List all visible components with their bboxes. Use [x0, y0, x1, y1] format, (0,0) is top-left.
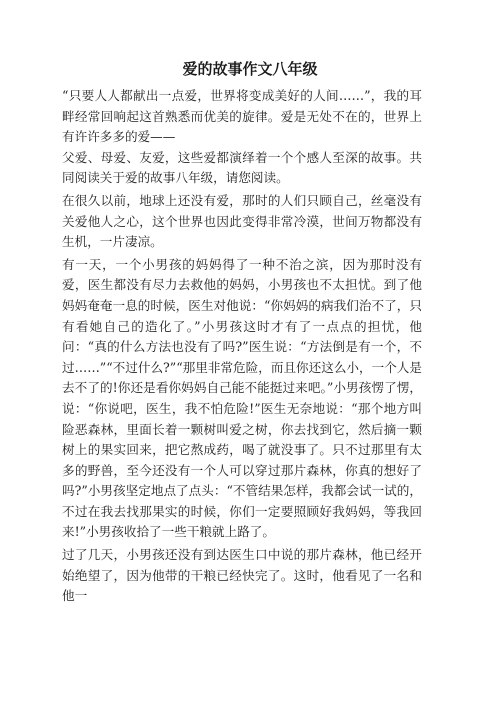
paragraph-story-main: 有一天，一个小男孩的妈妈得了一种不治之滨，因为那时没有爱，医生都没有尽力去救他的妈妈，小男孩也不太担忧。到了他妈妈奄奄一息的时候，医生对他说：“你妈妈的病我们治不了，只有看她自己的造化了。”小男孩这时才有了一点点的担忧，他问：“真的什么方法也没有了吗?”医生说：“方法倒是有一个，不过……”“不过什么?”“那里非常危险，而且你还这么小，一个人是去不了的!你还是看你妈妈自己能不能挺过来吧。”小男孩愣了愣，说：“你说吧，医生，我不怕危险!”医生无奈地说：“那个地方叫险恶森林，里面长着一颗树叫爱之树，你去找到它，然后摘一颗树上的果实回来，把它熬成药，喝了就没事了。只不过那里有太多的野兽，至今还没有一个人可以穿过那片森林，你真的想好了吗?”小男孩坚定地点了点头：“不管结果怎样，我都会试一试的，不过在我去找那果实的时候，你们一定要照顾好我妈妈，等我回来!”小男孩收拾了一些干粮就上路了。	[62, 256, 422, 540]
document-body	[62, 86, 422, 607]
paragraph-intro: “只要人人都献出一点爱，世界将变成美好的人间……”，我的耳畔经常回响起这首熟悉而优美的旋律。爱是无处不在的，世界上有许许多多的爱——	[62, 88, 422, 145]
document-title: 爱的故事作文八年级	[182, 60, 318, 78]
paragraph-story-continued: 过了几天，小男孩还没有到达医生口中说的那片森林，他已经开始绝望了，因为他带的干粮已经快完了。这时，他看见了一名和他一	[62, 547, 422, 604]
paragraph-story-opening: 在很久以前，地球上还没有爱，那时的人们只顾自己，丝毫没有关爱他人之心，这个世界也因此变得非常冷漠，世间万物都没有生机，一片凄凉。	[62, 192, 422, 250]
paragraph-reading-note: 父爱、母爱、友爱，这些爱都演绎着一个个感人至深的故事。共同阅读关于爱的故事八年级，请您阅读。	[62, 149, 422, 186]
